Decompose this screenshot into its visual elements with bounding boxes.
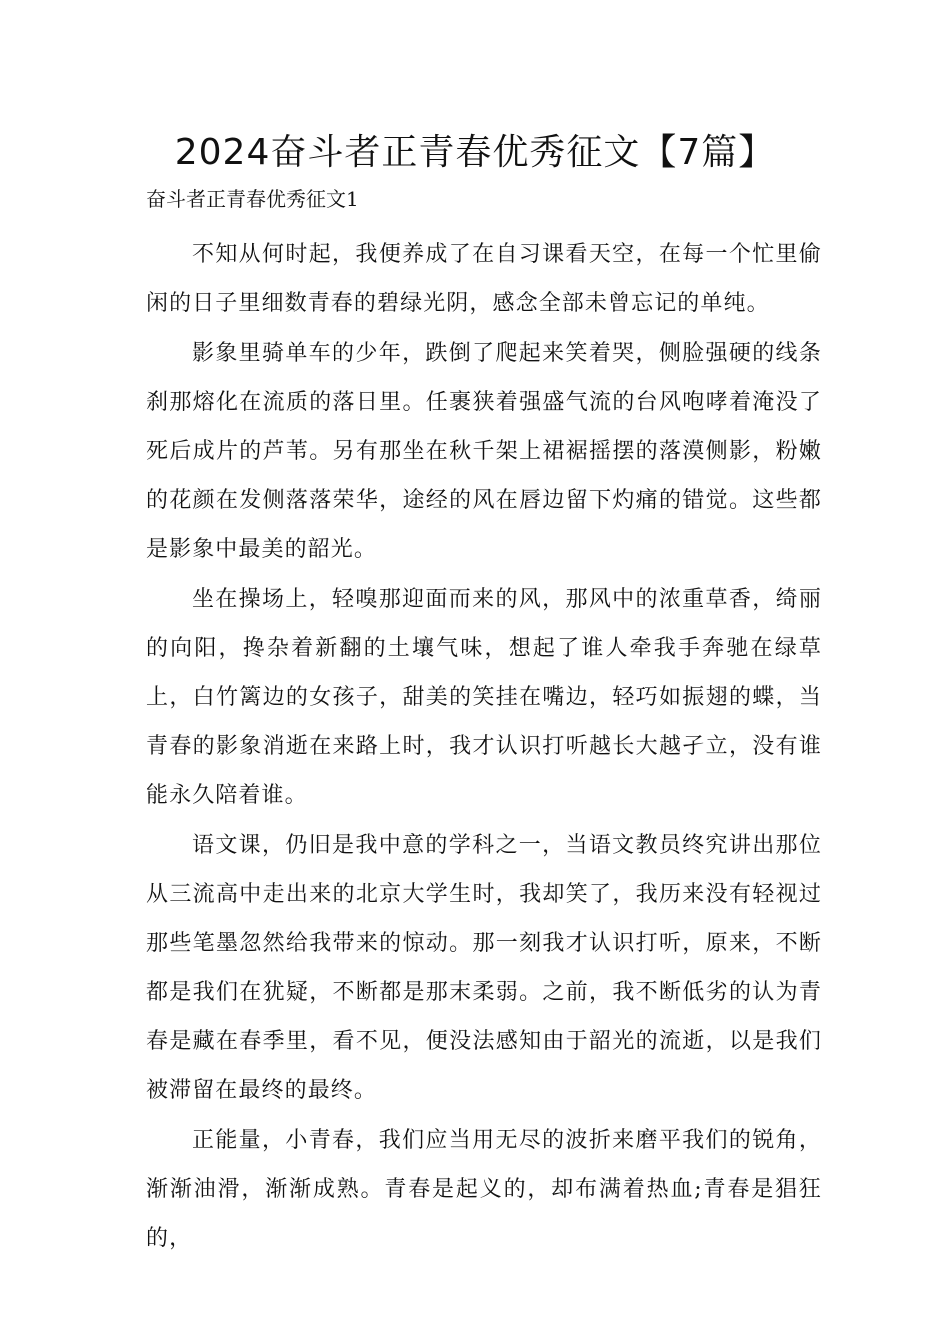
section-heading: 奋斗者正青春优秀征文1 [146,187,359,211]
paragraph: 语文课，仍旧是我中意的学科之一，当语文教员终究讲出那位从三流高中走出来的北京大学生时，我却笑了，我历来没有轻视过那些笔墨忽然给我带来的惊动。那一刻我才认识打听，原来，不断都是我们在犹疑，不断都是那末柔弱。之前，我不断低劣的认为青春是藏在春季里，看不见，便没法感知由于韶光的流逝，以是我们被滞留在最终的最终。 [146,833,822,1103]
document-body [146,230,822,1264]
document-title: 2024奋斗者正青春优秀征文【7篇】 [174,132,776,173]
paragraph: 影象里骑单车的少年，跌倒了爬起来笑着哭，侧脸强硬的线条刹那熔化在流质的落日里。任裹狭着强盛气流的台风咆哮着淹没了死后成片的芦苇。另有那坐在秋千架上裙裾摇摆的落漠侧影，粉嫩的花颜在发侧落落荣华，途经的风在唇边留下灼痛的错觉。这些都是影象中最美的韶光。 [146,341,822,562]
paragraph: 不知从何时起，我便养成了在自习课看天空，在每一个忙里偷闲的日子里细数青春的碧绿光阴，感念全部未曾忘记的单纯。 [146,242,822,316]
paragraph: 正能量，小青春，我们应当用无尽的波折来磨平我们的锐角，渐渐油滑，渐渐成熟。青春是起义的，却布满着热血;青春是猖狂的， [146,1128,822,1251]
paragraph: 坐在操场上，轻嗅那迎面而来的风，那风中的浓重草香，绮丽的向阳，搀杂着新翻的土壤气味，想起了谁人牵我手奔驰在绿草上，白竹篱边的女孩子，甜美的笑挂在嘴边，轻巧如振翅的蝶，当青春的影象消逝在来路上时，我才认识打听越长大越孑立，没有谁能永久陪着谁。 [146,587,822,808]
